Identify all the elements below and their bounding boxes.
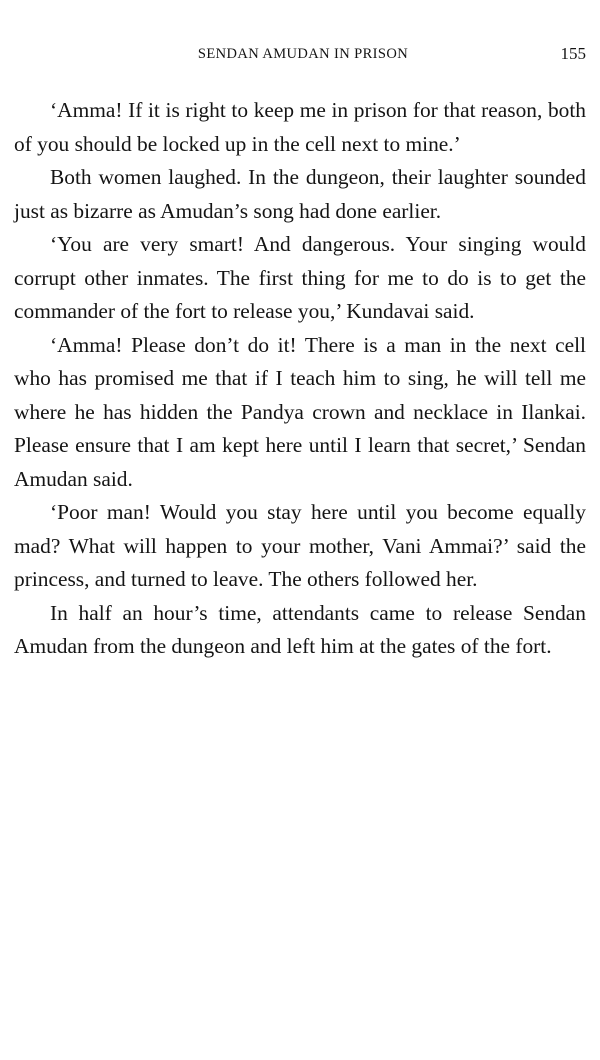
body-text <box>14 94 586 664</box>
paragraph: ‘You are very smart! And dangerous. Your singing would corrupt other inmates. The first thing for me to do is to get the commander of the fort to release you,’ Kundavai said. <box>14 232 586 323</box>
paragraph: Both women laughed. In the dungeon, their laughter sounded just as bizarre as Amudan’s song had done earlier. <box>14 165 586 223</box>
running-title: SENDAN AMUDAN IN PRISON <box>197 46 409 62</box>
paragraph: ‘Amma! If it is right to keep me in prison for that reason, both of you should be locked up in the cell next to mine.’ <box>14 98 586 156</box>
page-number: 155 <box>560 44 586 63</box>
paragraph: ‘Poor man! Would you stay here until you become equally mad? What will happen to your mother, Vani Ammai?’ said the princess, and turned to leave. The others followed her. <box>14 500 586 591</box>
paragraph: ‘Amma! Please don’t do it! There is a man in the next cell who has promised me that if I teach him to sing, he will tell me where he has hidden the Pandya crown and necklace in Ilankai. Please ensure that I am kept here until I learn that secret,’ Sendan Amudan said. <box>14 332 586 491</box>
running-head <box>0 44 600 68</box>
paragraph: In half an hour’s time, attendants came to release Sendan Amudan from the dungeon and left him at the gates of the fort. <box>14 600 586 658</box>
